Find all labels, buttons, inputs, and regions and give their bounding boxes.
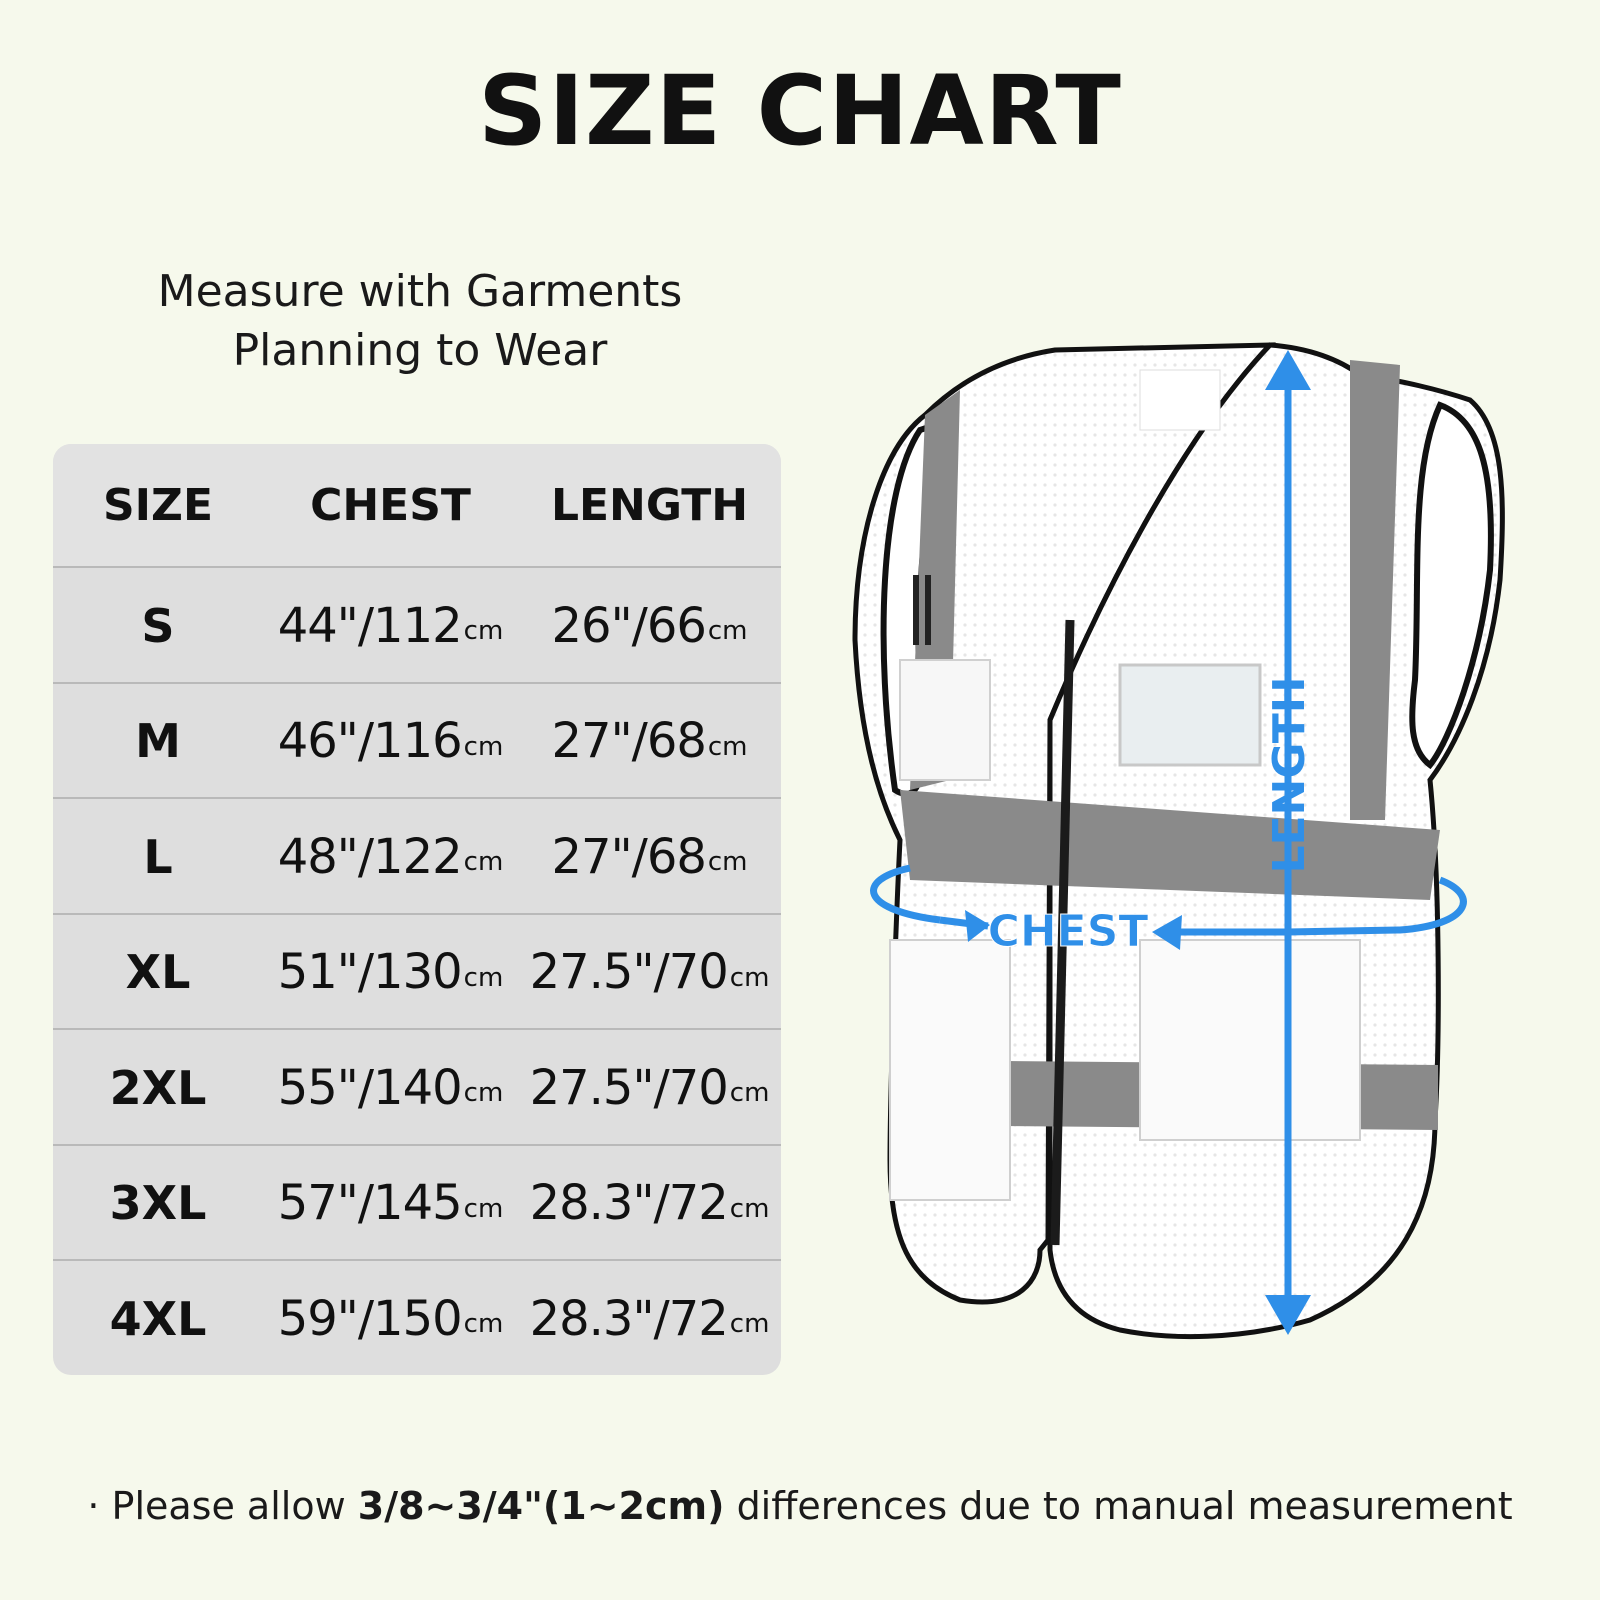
note-suffix: differences due to manual measurement — [724, 1484, 1513, 1528]
length-cell — [518, 684, 781, 799]
length-cell — [518, 568, 781, 683]
size-cell-value: S — [141, 598, 175, 653]
chest-cell-value: 57"/145 — [277, 1175, 462, 1231]
unit-label: cm — [463, 1193, 504, 1224]
header-chest: CHEST — [310, 479, 471, 531]
chest-pocket — [900, 660, 990, 780]
size-cell — [53, 799, 263, 914]
length-cell — [518, 1261, 781, 1376]
note-prefix: · Please allow — [87, 1484, 358, 1528]
vest-illustration — [840, 320, 1560, 1420]
length-cell — [518, 1146, 781, 1261]
unit-label: cm — [463, 731, 504, 762]
unit-label: cm — [729, 1309, 770, 1339]
size-table — [53, 444, 781, 1375]
size-table-header — [53, 444, 781, 566]
header-size: SIZE — [102, 479, 214, 531]
unit-label: cm — [707, 731, 748, 762]
table-row — [53, 1144, 781, 1261]
size-cell — [53, 684, 263, 799]
size-cell — [53, 1030, 263, 1145]
table-row — [53, 913, 781, 1030]
chest-cell — [263, 915, 518, 1030]
unit-label: cm — [729, 962, 770, 993]
chest-cell-value: 51"/130 — [277, 944, 462, 1000]
chest-cell — [263, 568, 518, 683]
table-row — [53, 1028, 781, 1145]
note-tolerance: 3/8~3/4"(1~2cm) — [357, 1484, 725, 1528]
size-cell-value: XL — [125, 945, 191, 999]
chest-cell — [263, 684, 518, 799]
chest-label: CHEST — [987, 906, 1149, 957]
chest-cell-value: 48"/122 — [277, 828, 462, 885]
unit-label: cm — [463, 1078, 504, 1108]
lower-right-pocket — [1140, 940, 1360, 1140]
unit-label: cm — [707, 616, 748, 646]
size-cell — [53, 1146, 263, 1261]
garment-tag — [1140, 370, 1220, 430]
measure-instruction — [70, 262, 770, 380]
subtitle-line-1: Measure with Garments — [157, 266, 683, 317]
length-cell-value: 27"/68 — [551, 828, 706, 885]
unit-label: cm — [463, 616, 504, 646]
chest-cell — [263, 799, 518, 914]
size-cell — [53, 915, 263, 1030]
table-row — [53, 682, 781, 799]
length-cell-value: 27.5"/70 — [529, 1059, 728, 1116]
measurement-note — [0, 1484, 1600, 1528]
id-badge-holder — [1120, 665, 1260, 765]
chest-cell-value: 46"/116 — [277, 713, 462, 769]
table-row — [53, 797, 781, 914]
page-title: SIZE CHART — [478, 55, 1122, 167]
length-cell — [518, 915, 781, 1030]
unit-label: cm — [463, 1309, 504, 1339]
length-label: LENGTH — [1264, 676, 1315, 874]
size-cell — [53, 1261, 263, 1376]
table-row — [53, 1259, 781, 1376]
table-row — [53, 566, 781, 683]
unit-label: cm — [729, 1193, 770, 1224]
header-length: LENGTH — [550, 479, 749, 531]
size-cell — [53, 568, 263, 683]
unit-label: cm — [729, 1078, 770, 1108]
length-cell-value: 26"/66 — [551, 597, 706, 654]
size-cell-value: 4XL — [109, 1291, 207, 1346]
chest-cell — [263, 1146, 518, 1261]
length-cell-value: 27"/68 — [551, 713, 706, 769]
chest-cell-value: 55"/140 — [277, 1059, 462, 1116]
length-cell-value: 27.5"/70 — [529, 944, 728, 1000]
size-cell-value: M — [135, 714, 181, 768]
unit-label: cm — [707, 847, 748, 877]
length-cell-value: 28.3"/72 — [529, 1290, 728, 1347]
chest-cell — [263, 1261, 518, 1376]
length-cell-value: 28.3"/72 — [529, 1175, 728, 1231]
chest-cell — [263, 1030, 518, 1145]
size-cell-value: 2XL — [109, 1060, 207, 1115]
subtitle-line-2: Planning to Wear — [232, 325, 608, 376]
length-cell — [518, 799, 781, 914]
chest-cell-value: 44"/112 — [277, 597, 462, 654]
length-cell — [518, 1030, 781, 1145]
unit-label: cm — [463, 962, 504, 993]
size-cell-value: 3XL — [109, 1176, 207, 1230]
size-cell-value: L — [143, 829, 173, 884]
chest-cell-value: 59"/150 — [277, 1290, 462, 1347]
unit-label: cm — [463, 847, 504, 877]
lower-left-pocket — [890, 940, 1010, 1200]
